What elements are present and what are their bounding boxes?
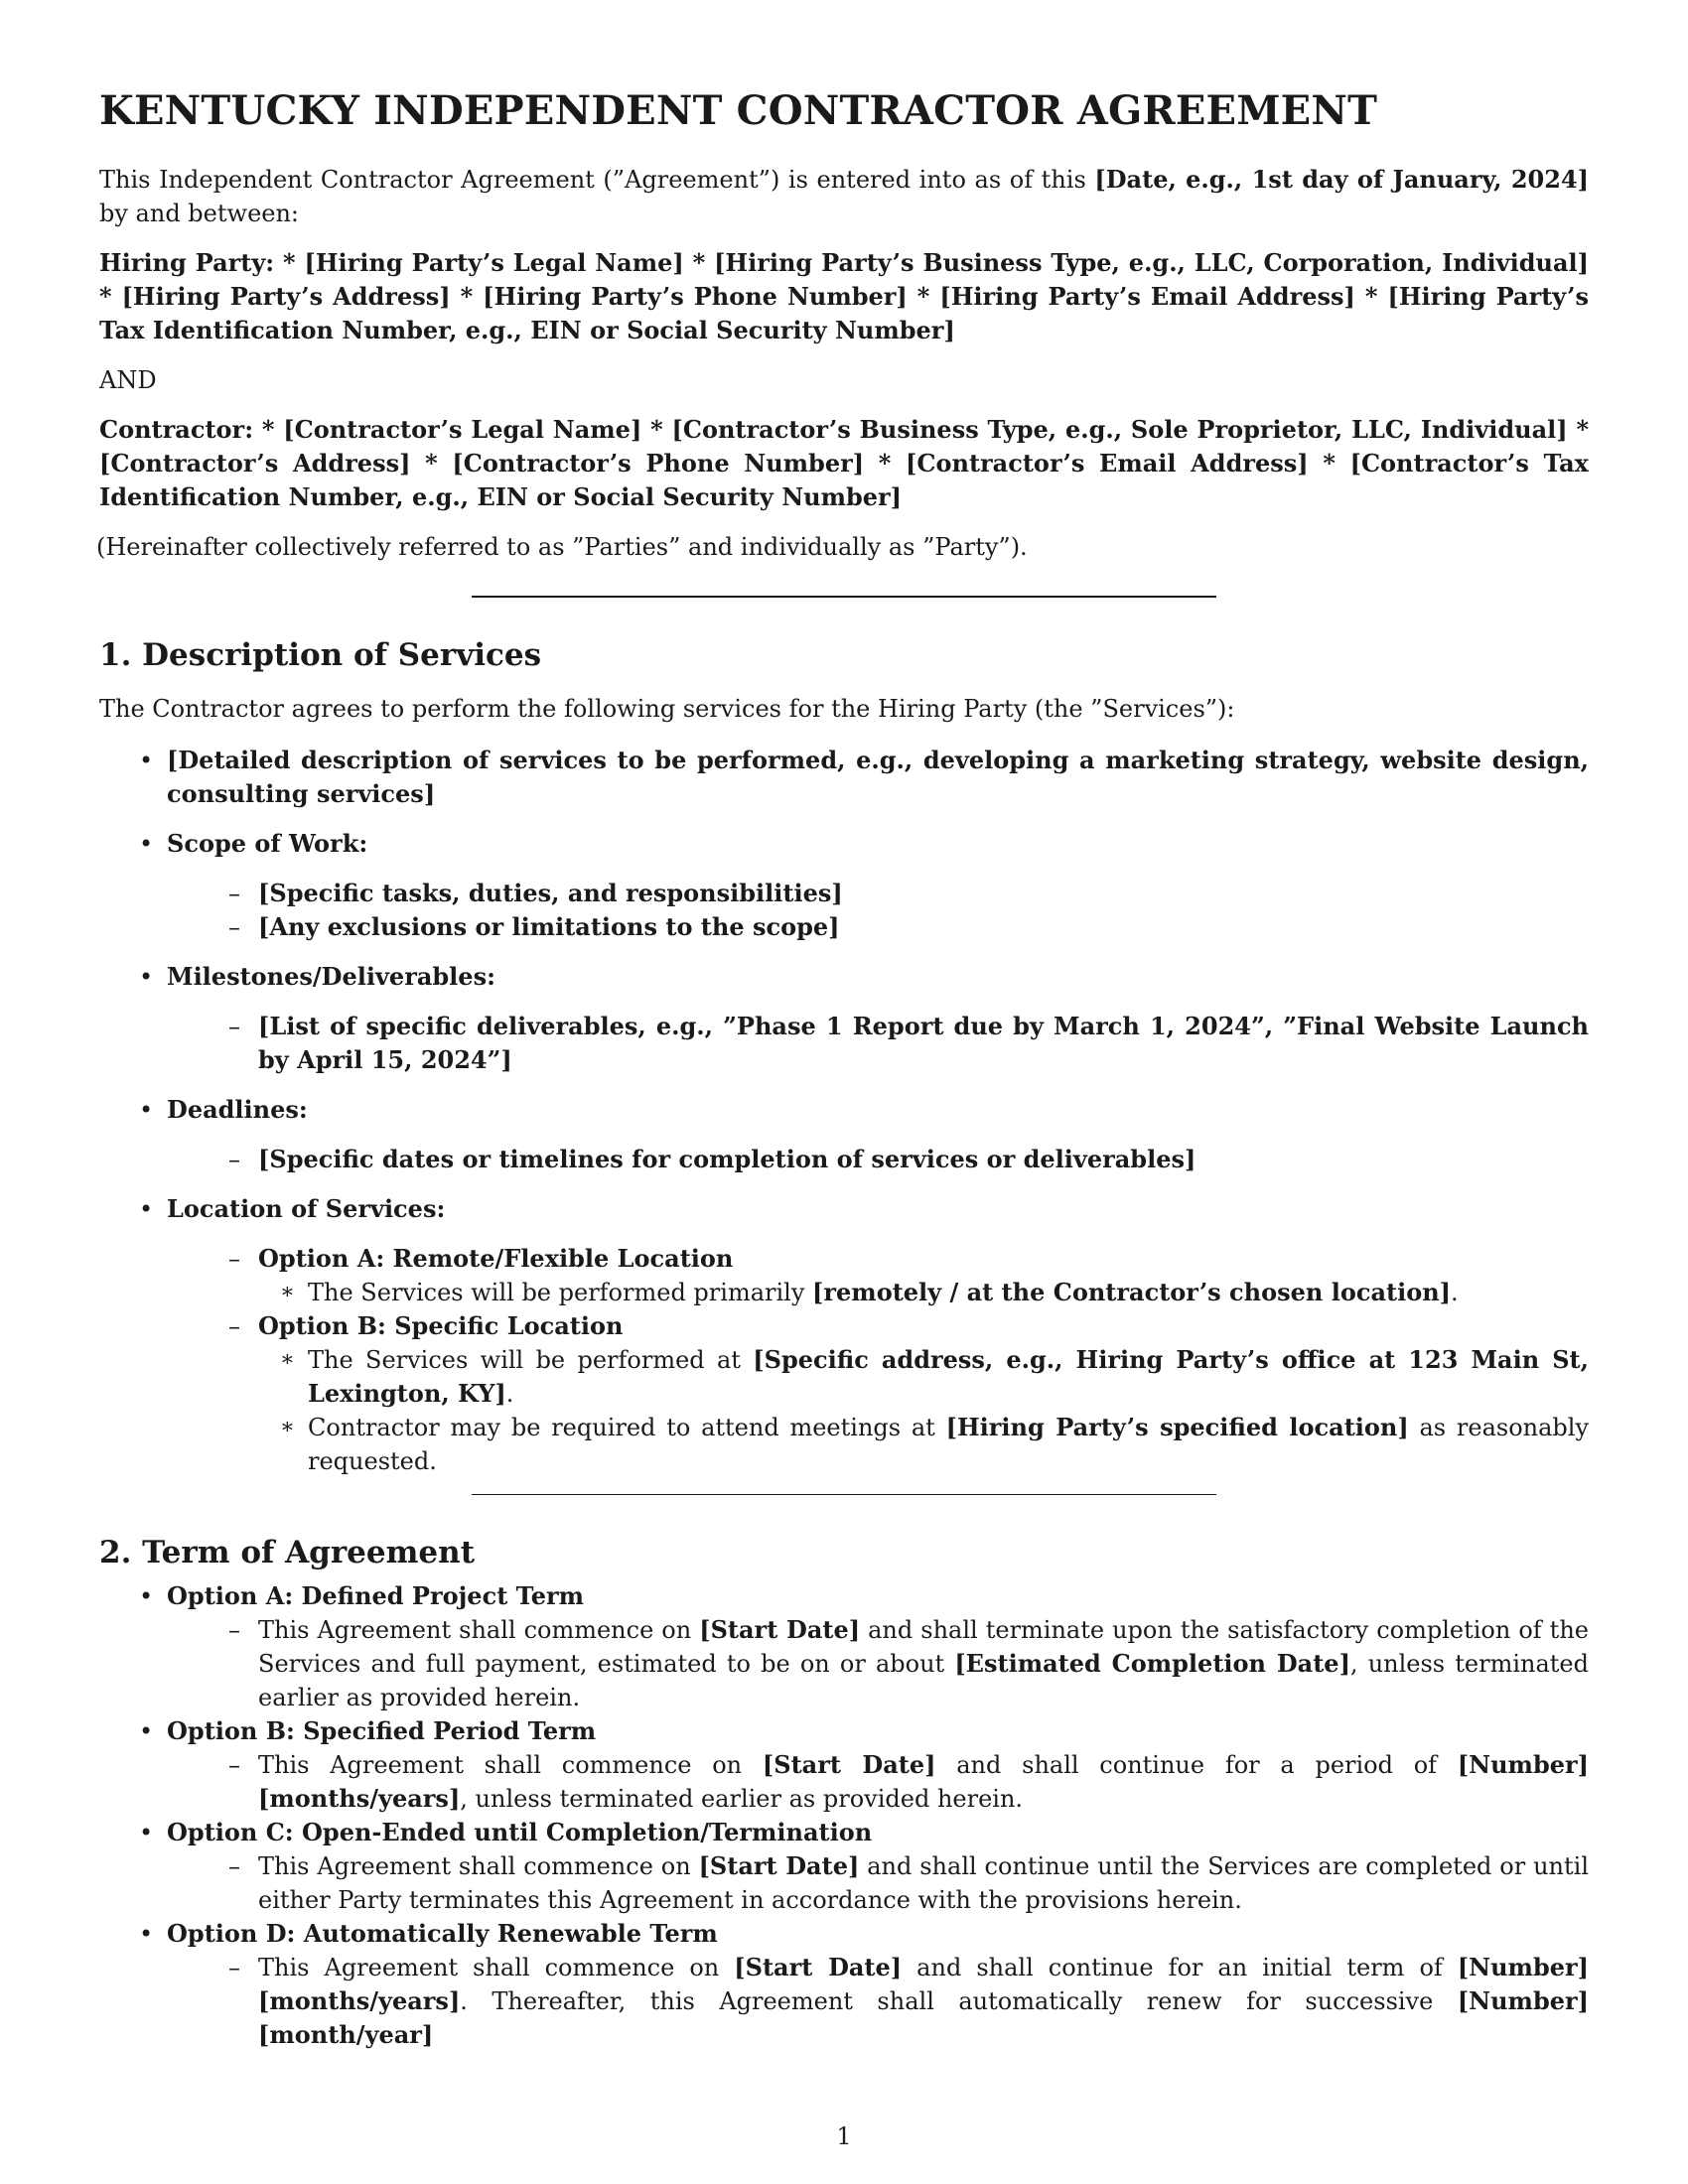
list-item: [258, 1276, 1589, 1309]
location-label: Location of Services:: [167, 1194, 446, 1224]
period-placeholder: [months/years]: [258, 1986, 461, 2016]
term-options-list: [99, 1579, 1589, 2052]
list-item: [228, 1309, 1589, 1478]
list-item: [258, 1411, 1589, 1478]
option-a-text: The Services will be performed primarily: [308, 1279, 813, 1307]
period-placeholder: [months/years]: [258, 1784, 461, 1814]
document-page: [96, 87, 1590, 2052]
term-d-text: . Thereafter, this Agreement shall automatically renew for successive: [460, 1987, 1458, 2016]
location-option-a-label: Option A: Remote/Flexible Location: [258, 1244, 734, 1274]
list-item: [258, 1343, 1589, 1411]
start-date-placeholder: [Start Date]: [698, 1851, 860, 1881]
term-c-text: and shall continue until the Services are completed or until either Party terminates this Agreement in accordance with the provisions herein.: [258, 1852, 1589, 1915]
option-a-end: .: [1451, 1279, 1459, 1307]
date-placeholder: [Date, e.g., 1st day of January, 2024]: [1094, 165, 1589, 194]
option-b1-placeholder: [Specific address, e.g., Hiring Party’s office at 123 Main St, Lexington, KY]: [308, 1345, 1589, 1409]
scope-label: Scope of Work:: [167, 829, 368, 859]
option-b2-end: as reasonably requested.: [308, 1414, 1590, 1476]
term-option-a-label: Option A: Defined Project Term: [167, 1581, 585, 1611]
deadlines-label: Deadlines:: [167, 1095, 308, 1125]
intro-tail: by and between:: [99, 200, 300, 227]
list-item: [99, 1816, 1589, 1917]
list-item: [228, 1242, 1589, 1309]
term-b-text: This Agreement shall commence on: [258, 1751, 763, 1780]
location-option-b-label: Option B: Specific Location: [258, 1311, 624, 1341]
option-b2-placeholder: [Hiring Party’s specified location]: [945, 1413, 1409, 1442]
hiring-party-label: Hiring Party:: [99, 248, 284, 277]
term-b-text: and shall continue for a period of: [935, 1751, 1458, 1780]
scope-item: [Any exclusions or limitations to the scope]: [258, 912, 840, 942]
list-item: [99, 1093, 1589, 1176]
number-placeholder: [Number]: [1457, 1986, 1589, 2016]
contractor-label: Contractor:: [99, 415, 262, 444]
start-date-placeholder: [Start Date]: [734, 1953, 903, 1982]
list-item: [99, 960, 1589, 1077]
intro-text: This Independent Contractor Agreement (”Agreement”) is entered into as of this: [99, 166, 1095, 194]
and-separator: AND: [99, 366, 157, 394]
list-item: [228, 1613, 1589, 1714]
term-a-text: , unless terminated earlier as provided herein.: [258, 1650, 1589, 1712]
list-item: [99, 1192, 1589, 1478]
term-c-text: This Agreement shall commence on: [258, 1852, 699, 1881]
list-item: [228, 1849, 1589, 1917]
option-a-placeholder: [remotely / at the Contractor’s chosen location]: [812, 1278, 1452, 1307]
start-date-placeholder: [Start Date]: [762, 1750, 936, 1780]
list-item: [228, 1748, 1589, 1816]
list-item: [228, 1951, 1589, 2052]
list-item: [228, 910, 1589, 944]
list-item: [228, 1010, 1589, 1077]
intro-paragraph: [99, 163, 1589, 230]
contractor-details: * [Contractor’s Legal Name] * [Contractor’s Business Type, e.g., Sole Proprietor, LLC, Individual] * [Contractor’s Address] * [Contractor’s Phone Number] * [Contractor’s Email Address] * [Contractor’s Tax Identification Number, e.g., EIN or Social Security Number]: [99, 415, 1589, 511]
list-item: [99, 744, 1589, 811]
number-placeholder: [Number]: [1457, 1953, 1589, 1982]
option-b1-text: The Services will be performed at: [308, 1346, 754, 1375]
term-option-b-label: Option B: Specified Period Term: [167, 1716, 597, 1746]
list-item: [99, 1579, 1589, 1714]
milestones-label: Milestones/Deliverables:: [167, 962, 495, 992]
term-b-text: , unless terminated earlier as provided herein.: [460, 1785, 1024, 1814]
start-date-placeholder: [Start Date]: [699, 1615, 861, 1645]
term-a-text: and shall terminate upon the satisfactory completion of the Services and full payment, estimated to be on or about: [258, 1616, 1589, 1679]
term-d-text: and shall continue for an initial term of: [902, 1954, 1458, 1982]
section-1-intro: The Contractor agrees to perform the following services for the Hiring Party (the ”Services”):: [99, 695, 1235, 724]
contractor-block: [99, 413, 1589, 514]
scope-item: [Specific tasks, duties, and responsibilities]: [258, 879, 843, 908]
option-b2-text: Contractor may be required to attend meetings at: [308, 1414, 946, 1442]
list-item: [228, 877, 1589, 910]
term-option-c-label: Option C: Open-Ended until Completion/Termination: [167, 1818, 873, 1847]
deadlines-item: [Specific dates or timelines for completion of services or deliverables]: [258, 1145, 1196, 1174]
hereinafter-text: (Hereinafter collectively referred to as ”Parties” and individually as ”Party”).: [96, 533, 1028, 561]
section-2-heading: 2. Term of Agreement: [99, 1535, 476, 1571]
list-item: [99, 827, 1589, 944]
services-list: [99, 744, 1589, 1478]
option-b1-end: .: [505, 1380, 514, 1409]
list-item: [99, 1917, 1589, 2052]
list-item: [99, 1714, 1589, 1816]
term-d-text: This Agreement shall commence on: [258, 1954, 735, 1982]
document-title: KENTUCKY INDEPENDENT CONTRACTOR AGREEMENT: [99, 87, 1378, 134]
milestones-item: [List of specific deliverables, e.g., ”Phase 1 Report due by March 1, 2024”, ”Final Website Launch by April 15, 2024”]: [258, 1012, 1589, 1075]
section-1-heading: 1. Description of Services: [99, 637, 542, 673]
services-detail: [Detailed description of services to be performed, e.g., developing a marketing strategy, website design, consulting services]: [167, 746, 1589, 809]
number-placeholder: [Number]: [1457, 1750, 1589, 1780]
completion-date-placeholder: [Estimated Completion Date]: [954, 1649, 1350, 1679]
hiring-party-block: [99, 246, 1589, 347]
term-a-text: This Agreement shall commence on: [258, 1616, 700, 1645]
section-divider: [472, 1494, 1216, 1495]
page-number: 1: [836, 2122, 852, 2150]
section-divider: [472, 596, 1216, 598]
hiring-party-details: * [Hiring Party’s Legal Name] * [Hiring Party’s Business Type, e.g., LLC, Corporation, Individual] * [Hiring Party’s Address] * [Hiring Party’s Phone Number] * [Hiring Party’s Email Address] * [Hiring Party’s Tax Identification Number, e.g., EIN or Social Security Number]: [99, 248, 1589, 344]
term-option-d-label: Option D: Automatically Renewable Term: [167, 1919, 718, 1949]
period-placeholder: [month/year]: [258, 2020, 434, 2050]
list-item: [228, 1143, 1589, 1176]
